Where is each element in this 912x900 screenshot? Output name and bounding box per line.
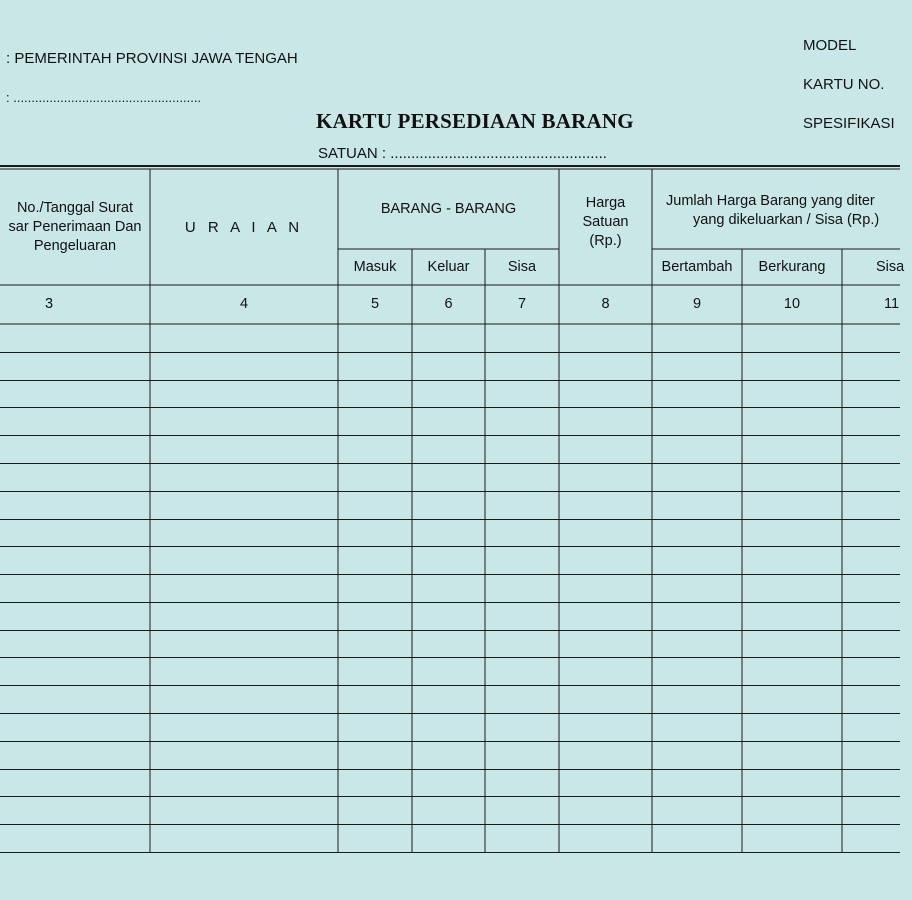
uraian-header: U R A I A N xyxy=(184,218,304,236)
sisa-header: Sisa xyxy=(507,258,537,275)
column-number: 8 xyxy=(601,296,610,312)
surat-header-line: No./Tanggal Surat xyxy=(16,199,134,216)
keluar-header: Keluar xyxy=(427,258,470,275)
surat-header-line: sar Penerimaan Dan xyxy=(8,218,142,235)
jumlah-header-line: Jumlah Harga Barang yang diter xyxy=(666,193,875,209)
kartu-no-label: KARTU NO. xyxy=(803,76,885,93)
harga-satuan-line: (Rp.) xyxy=(589,232,622,249)
column-number: 4 xyxy=(239,296,249,312)
spesifikasi-label: SPESIFIKASI xyxy=(803,115,895,132)
berkurang-header: Berkurang xyxy=(758,258,826,275)
surat-header-line: Pengeluaran xyxy=(33,237,117,254)
model-label: MODEL xyxy=(803,37,857,54)
blank-field-line: : .................................................... xyxy=(6,90,202,105)
column-number: 9 xyxy=(692,296,702,312)
barang-group-header: BARANG - BARANG xyxy=(380,200,517,217)
bertambah-header: Bertambah xyxy=(661,258,733,275)
column-number: 6 xyxy=(444,296,453,312)
masuk-header: Masuk xyxy=(353,258,397,275)
column-number: 5 xyxy=(370,296,380,312)
column-number: 11 xyxy=(884,296,900,312)
satuan-field: SATUAN : .................................................... xyxy=(318,145,607,162)
pemerintah-label: : PEMERINTAH PROVINSI JAWA TENGAH xyxy=(6,50,298,67)
column-number: 7 xyxy=(517,296,527,312)
jumlah-group-header xyxy=(652,169,912,249)
row-lines xyxy=(0,353,900,853)
surat-header xyxy=(0,169,150,285)
jumlah-header-line: yang dikeluarkan / Sisa (Rp.) xyxy=(693,212,880,228)
harga-satuan-line: Satuan xyxy=(582,213,629,230)
column-number: 3 xyxy=(44,296,54,312)
harga-satuan-line: Harga xyxy=(585,194,626,211)
harga-satuan-header xyxy=(559,169,652,285)
page-title: KARTU PERSEDIAAN BARANG xyxy=(316,109,634,133)
column-number: 10 xyxy=(783,296,801,312)
sisa2-header: Sisa xyxy=(876,258,905,275)
